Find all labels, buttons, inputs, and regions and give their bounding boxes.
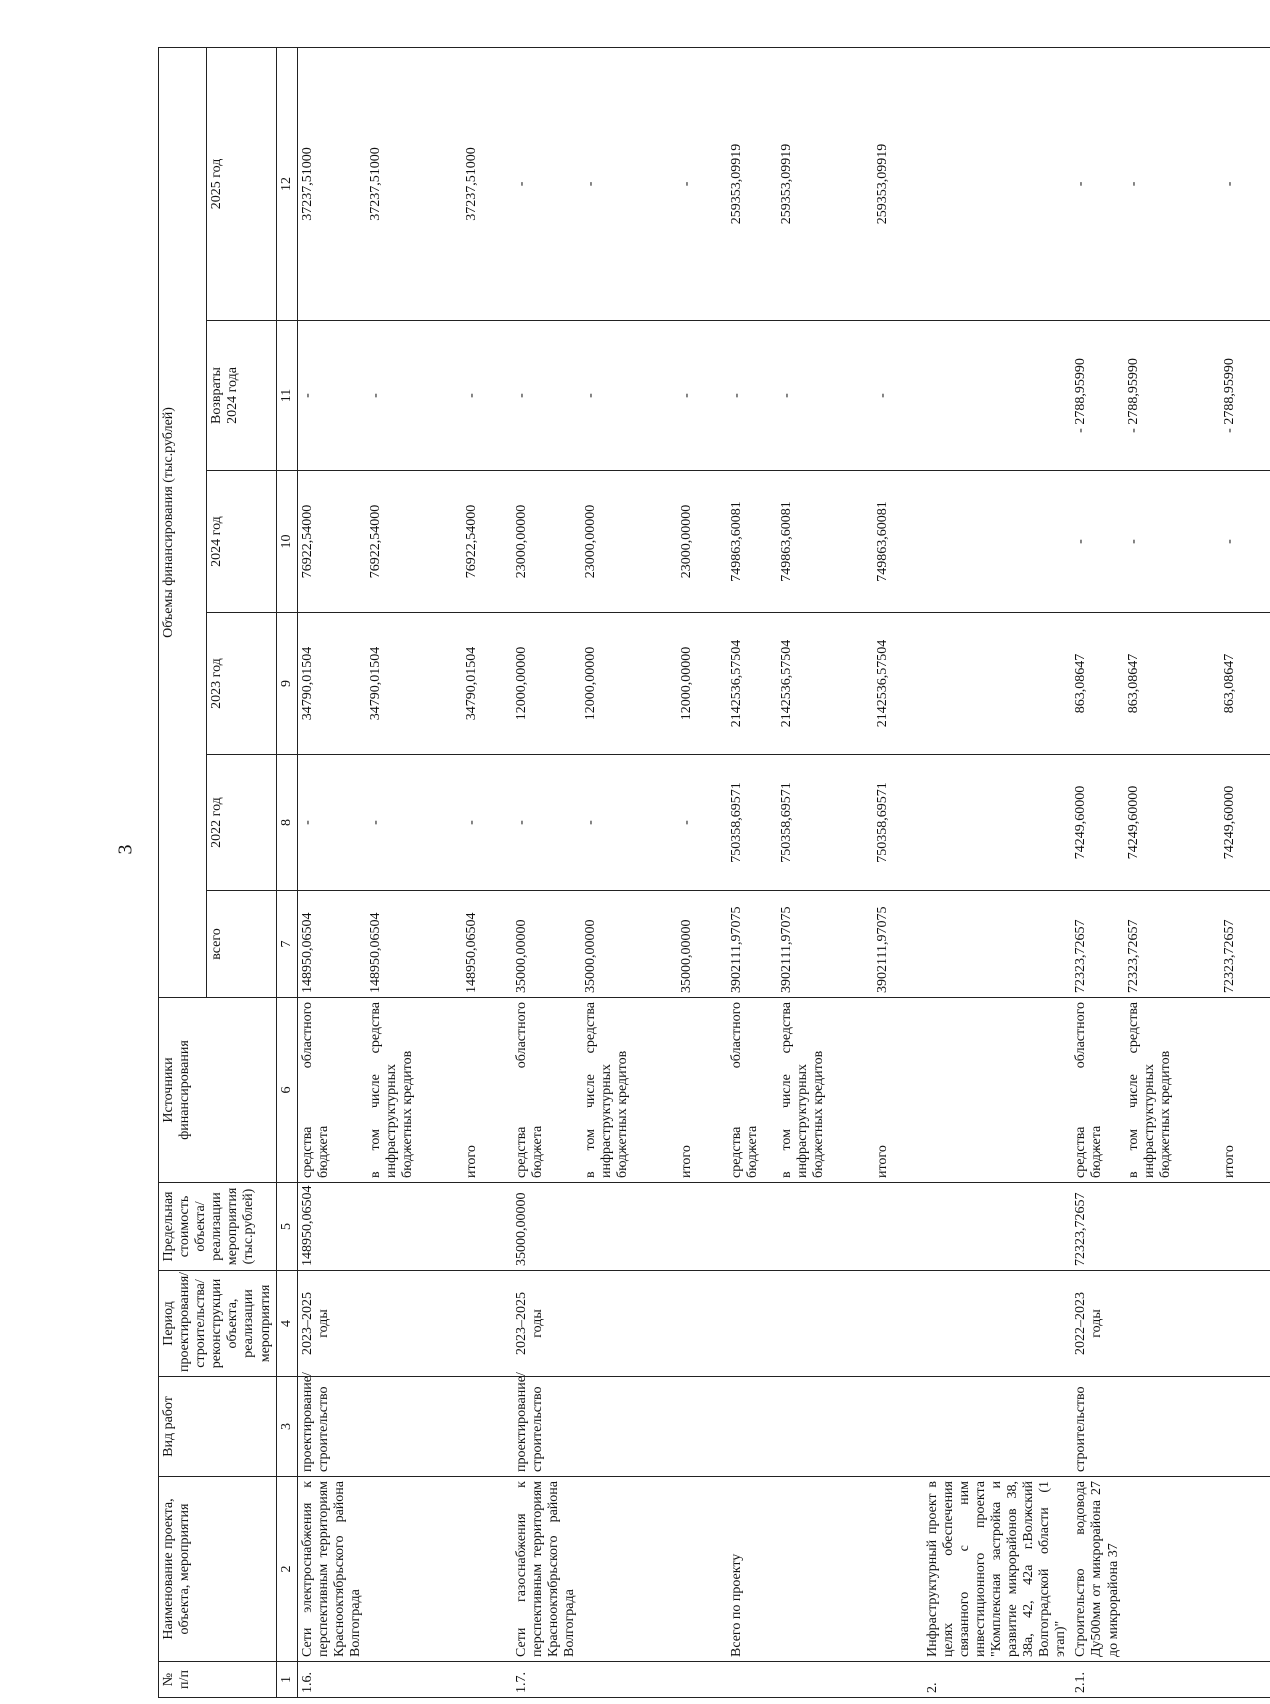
cell-2022: - — [297, 755, 366, 891]
cell-total: 148950,06504 — [297, 891, 366, 998]
cell-2025: 259353,09919 — [727, 47, 777, 320]
cell-returns: - — [777, 321, 873, 471]
col-number: 10 — [276, 471, 297, 613]
source-total: итого — [873, 998, 923, 1183]
row-number: 2.1. — [1071, 1662, 1123, 1698]
cell-2022: - — [581, 755, 677, 891]
cell-2024: - — [1124, 471, 1220, 613]
cell-2023: 2142536,57504 — [777, 613, 873, 755]
header-2022: 2022 год — [206, 755, 276, 891]
cell-2022: 74249,60000 — [1071, 755, 1123, 891]
col-number: 6 — [276, 998, 297, 1183]
cell-total: 3902111,97075 — [727, 891, 777, 998]
period: 2023–2025 годы — [297, 1271, 366, 1377]
cell-2024: 76922,54000 — [366, 471, 462, 613]
header-source: Источники финансирования — [159, 998, 277, 1183]
table-row — [581, 47, 677, 1697]
cell-2025: - — [1124, 47, 1220, 320]
cell-2025: - — [512, 47, 580, 320]
table-row — [366, 47, 462, 1697]
header-total: всего — [206, 891, 276, 998]
cell-2024: 23000,00000 — [677, 471, 727, 613]
cell-2025: - — [677, 47, 727, 320]
section-name: Инфраструктурный проект в целях обеспечения связанного с ним инвестиционного проекта "Комплексная застройка и развитие микрорайонов 38, 38а, 42, 42а г.Волжский Волгоградской области (1 этап)" — [923, 1477, 1072, 1662]
cell-total: 148950,06504 — [366, 891, 462, 998]
cell-2022: 750358,69571 — [727, 755, 777, 891]
source-budget: средства областного бюджета — [1071, 998, 1123, 1183]
cell-2023: 863,08647 — [1124, 613, 1220, 755]
cell-2023: 34790,01504 — [462, 613, 512, 755]
header-work: Вид работ — [159, 1377, 277, 1477]
source-budget: средства областного бюджета — [297, 998, 366, 1183]
cell-total: 35000,00000 — [512, 891, 580, 998]
cell-2025: 259353,09919 — [777, 47, 873, 320]
source-total: итого — [677, 998, 727, 1183]
cell-2022: 750358,69571 — [777, 755, 873, 891]
cell-returns: - 2788,95990 — [1071, 321, 1123, 471]
cell-2022: - — [366, 755, 462, 891]
header-volumes: Объемы финансирования (тыс.рублей) — [159, 47, 207, 997]
cell-2024: 23000,00000 — [512, 471, 580, 613]
cell-returns: - 2788,95990 — [1124, 321, 1220, 471]
cell-2025: 259353,09919 — [873, 47, 923, 320]
cell-2023: 863,08647 — [1220, 613, 1270, 755]
col-number: 1 — [276, 1662, 297, 1698]
cell-2024: - — [1071, 471, 1123, 613]
cell-total: 72323,72657 — [1071, 891, 1123, 998]
col-number: 5 — [276, 1183, 297, 1271]
period: 2022–2023 годы — [1071, 1271, 1123, 1377]
cell-2022: 74249,60000 — [1220, 755, 1270, 891]
cell-2023: 863,08647 — [1071, 613, 1123, 755]
page-number: 3 — [114, 844, 137, 855]
cell-returns: - — [727, 321, 777, 471]
col-number: 12 — [276, 47, 297, 320]
table-row — [777, 47, 873, 1697]
source-budget: средства областного бюджета — [727, 998, 777, 1183]
cell-2022: 750358,69571 — [873, 755, 923, 891]
header-2023: 2023 год — [206, 613, 276, 755]
col-number: 11 — [276, 321, 297, 471]
col-number: 4 — [276, 1271, 297, 1377]
cell-2025: 37237,51000 — [366, 47, 462, 320]
source-budget: средства областного бюджета — [512, 998, 580, 1183]
cell-2025: 37237,51000 — [462, 47, 512, 320]
table-row — [727, 47, 777, 1697]
cell-2022: - — [677, 755, 727, 891]
cell-returns: - — [677, 321, 727, 471]
source-incl: в том числе средства инфраструктурных бюджетных кредитов — [366, 998, 462, 1183]
cell-2025: - — [581, 47, 677, 320]
cell-2024: - — [1220, 471, 1270, 613]
col-number: 9 — [276, 613, 297, 755]
header-name: Наименование проекта, объекта, мероприятия — [159, 1477, 277, 1662]
cell-2024: 749863,60081 — [873, 471, 923, 613]
header-num: № п/п — [159, 1662, 277, 1698]
cell-2023: 34790,01504 — [366, 613, 462, 755]
cell-total: 148950,06504 — [462, 891, 512, 998]
header-limit: Предельная стоимость объекта/ реализации мероприятия (тыс.рублей) — [159, 1183, 277, 1271]
cell-2024: 749863,60081 — [727, 471, 777, 613]
object-name: Сети газоснабжения к перспективным территориям Краснооктябрьского района Волгограда — [512, 1477, 580, 1662]
col-number: 3 — [276, 1377, 297, 1477]
cell-returns: - — [297, 321, 366, 471]
cell-2023: 2142536,57504 — [727, 613, 777, 755]
cell-2023: 2142536,57504 — [873, 613, 923, 755]
cell-2023: 12000,00000 — [581, 613, 677, 755]
row-number: 1.7. — [512, 1662, 580, 1698]
limit-cost: 148950,06504 — [297, 1183, 366, 1271]
cell-total: 72323,72657 — [1220, 891, 1270, 998]
header-2025: 2025 год — [206, 47, 276, 320]
cell-total: 35000,00000 — [677, 891, 727, 998]
col-number: 8 — [276, 755, 297, 891]
cell-2024: 23000,00000 — [581, 471, 677, 613]
cell-2025: 37237,51000 — [297, 47, 366, 320]
table-row — [677, 47, 727, 1697]
table-row — [873, 47, 923, 1697]
col-number: 2 — [276, 1477, 297, 1662]
cell-2022: - — [462, 755, 512, 891]
cell-2024: 749863,60081 — [777, 471, 873, 613]
cell-2022: - — [512, 755, 580, 891]
table-row — [1071, 47, 1123, 1697]
cell-returns: - — [873, 321, 923, 471]
cell-2025: - — [1071, 47, 1123, 320]
source-total: итого — [1220, 998, 1270, 1183]
limit-cost: 72323,72657 — [1071, 1183, 1123, 1271]
work-type: проектирование/ строительство — [512, 1377, 580, 1477]
rotated-page — [158, 48, 1270, 1698]
source-incl: в том числе средства инфраструктурных бюджетных кредитов — [777, 998, 873, 1183]
col-number: 7 — [276, 891, 297, 998]
object-name: Сети электроснабжения к перспективным территориям Краснооктябрьского района Волгограда — [297, 1477, 366, 1662]
work-type: проектирование/ строительство — [297, 1377, 366, 1477]
object-name: Строительство водовода Ду500мм от микрорайона 27 до микрорайона 37 — [1071, 1477, 1123, 1662]
financing-table — [158, 47, 1270, 1698]
cell-2023: 12000,00000 — [677, 613, 727, 755]
cell-2025: - — [1220, 47, 1270, 320]
period: 2023–2025 годы — [512, 1271, 580, 1377]
cell-returns: - — [462, 321, 512, 471]
cell-returns: - — [581, 321, 677, 471]
source-total: итого — [462, 998, 512, 1183]
cell-total: 3902111,97075 — [873, 891, 923, 998]
table-row — [923, 47, 1072, 1697]
table-row — [462, 47, 512, 1697]
cell-2023: 12000,00000 — [512, 613, 580, 755]
source-incl: в том числе средства инфраструктурных бюджетных кредитов — [581, 998, 677, 1183]
limit-cost: 35000,00000 — [512, 1183, 580, 1271]
cell-total: 72323,72657 — [1124, 891, 1220, 998]
header-2024: 2024 год — [206, 471, 276, 613]
work-type: строительство — [1071, 1377, 1123, 1477]
header-period: Период проектирования/ строительства/ реконструкции объекта, реализации мероприятия — [159, 1271, 277, 1377]
cell-2024: 76922,54000 — [297, 471, 366, 613]
table-row — [512, 47, 580, 1697]
row-number: 2. — [923, 1662, 1072, 1698]
table-row — [297, 47, 366, 1697]
cell-total: 35000,00000 — [581, 891, 677, 998]
table-row — [1220, 47, 1270, 1697]
cell-2023: 34790,01504 — [297, 613, 366, 755]
cell-2022: 74249,60000 — [1124, 755, 1220, 891]
row-number: 1.6. — [297, 1662, 366, 1698]
project-total-label: Всего по проекту — [727, 1477, 777, 1662]
cell-total: 3902111,97075 — [777, 891, 873, 998]
header-returns-2024: Возвраты 2024 года — [206, 321, 276, 471]
cell-returns: - — [512, 321, 580, 471]
cell-2024: 76922,54000 — [462, 471, 512, 613]
cell-returns: - 2788,95990 — [1220, 321, 1270, 471]
cell-returns: - — [366, 321, 462, 471]
table-row — [1124, 47, 1220, 1697]
source-incl: в том числе средства инфраструктурных бюджетных кредитов — [1124, 998, 1220, 1183]
